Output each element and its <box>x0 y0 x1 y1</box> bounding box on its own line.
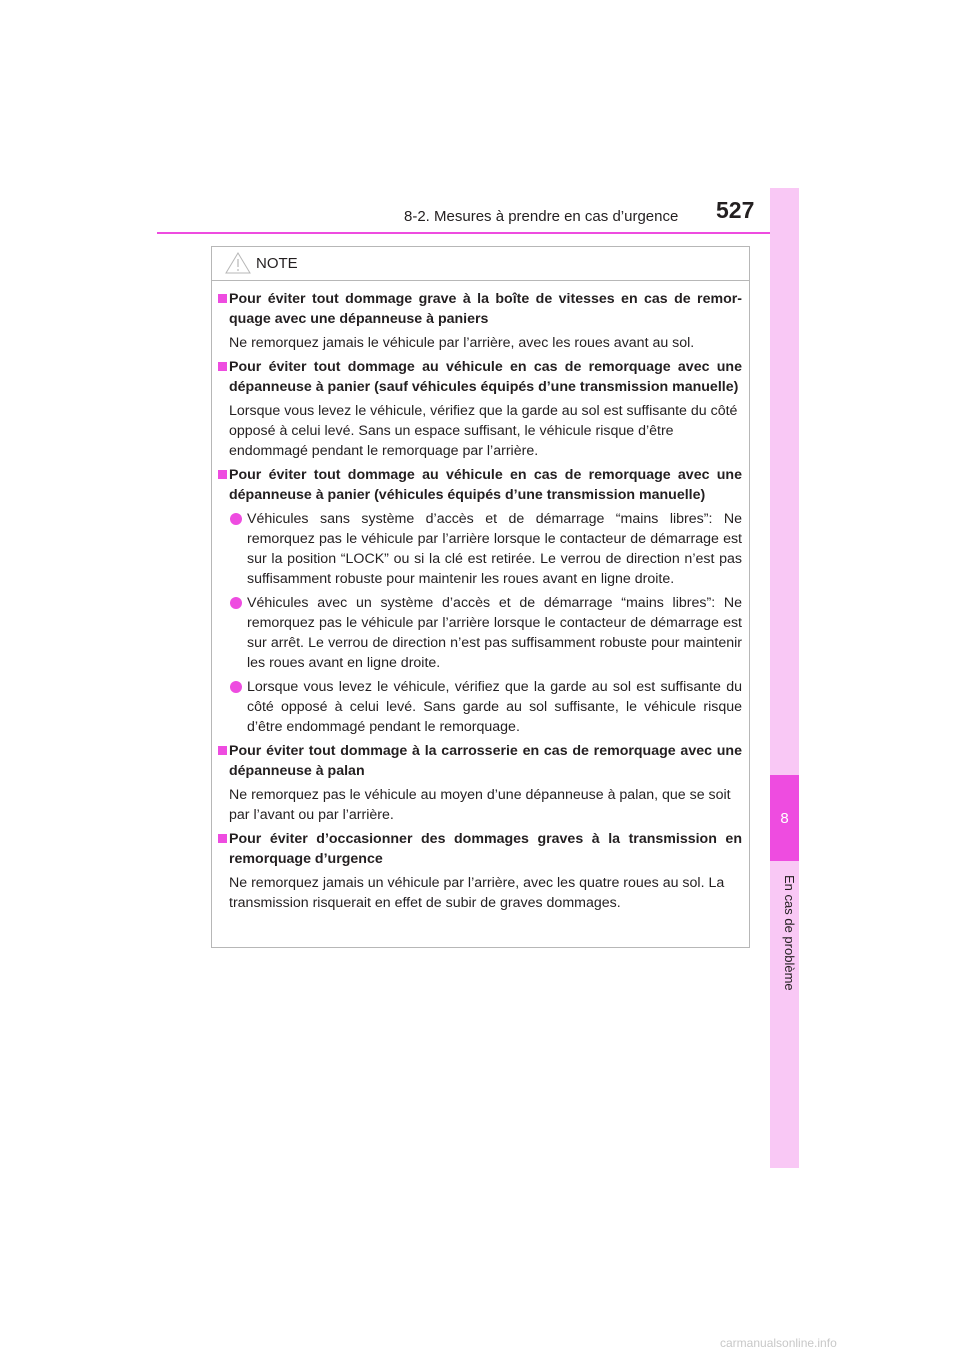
chapter-label: En cas de problème <box>782 875 797 991</box>
note-item <box>218 357 742 461</box>
bullet-item <box>218 509 742 589</box>
header-rule <box>157 232 799 234</box>
item-heading <box>218 741 742 781</box>
note-item <box>218 465 742 737</box>
bullet-text: Lorsque vous levez le véhicule, vérifiez que la garde au sol est suffisante du côté opposé à celui levé. Sans garde au sol suffisante, le véhicule risque d’être endommagé pendant le remorquage. <box>247 679 742 735</box>
square-bullet-icon <box>218 470 227 479</box>
circle-bullet-icon <box>230 681 242 693</box>
item-text: Ne remorquez jamais le véhicule par l’arrière, avec les roues avant au sol. <box>229 335 695 351</box>
note-box <box>211 246 750 948</box>
square-bullet-icon <box>218 294 227 303</box>
square-bullet-icon <box>218 746 227 755</box>
item-heading-text: Pour éviter tout dommage grave à la boîte de vitesses en cas de remorquage avec une dépanneuse à paniers <box>229 291 742 327</box>
item-heading <box>218 465 742 505</box>
item-heading-text: Pour éviter d’occasionner des dommages graves à la transmission en remorquage d’urgence <box>229 831 742 867</box>
item-heading-text: Pour éviter tout dommage au véhicule en cas de remorquage avec une dépanneuse à panier (véhicules équipés d’une transmission manuelle) <box>229 467 742 503</box>
item-heading-text: Pour éviter tout dommage à la carrosserie en cas de remorquage avec une dépanneuse à palan <box>229 743 742 779</box>
item-heading-text: Pour éviter tout dommage au véhicule en cas de remorquage avec une dépanneuse à panier (sauf véhicules équipés d’une transmission manuelle) <box>229 359 742 395</box>
note-header <box>212 247 749 281</box>
square-bullet-icon <box>218 834 227 843</box>
note-item <box>218 289 742 353</box>
circle-bullet-icon <box>230 597 242 609</box>
watermark: carmanualsonline.info <box>720 1336 837 1350</box>
item-heading <box>218 289 742 329</box>
note-body <box>212 281 749 913</box>
item-text: Ne remorquez jamais un véhicule par l’arrière, avec les quatre roues au sol. La transmission risquerait en effet de subir de graves dommages. <box>229 875 725 911</box>
note-item <box>218 741 742 825</box>
note-title: NOTE <box>256 255 298 272</box>
bullet-item <box>218 677 742 737</box>
circle-bullet-icon <box>230 513 242 525</box>
item-heading <box>218 829 742 869</box>
bullet-text: Véhicules avec un système d’accès et de démarrage “mains libres”: Ne remorquez pas le véhicule par l’arrière lorsque le contacteur de démarrage est sur arrêt. Le verrou de direction n’est pas suffisamment robuste pour maintenir les roues avant en ligne droite. <box>247 595 742 671</box>
chapter-number: 8 <box>770 775 799 861</box>
item-text: Lorsque vous levez le véhicule, vérifiez que la garde au sol est suffisante du côté opposé à celui levé. Sans un espace suffisant, le véhicule risque d’être endommagé pendant le remorquage par l’arrière. <box>229 403 738 459</box>
bullet-item <box>218 593 742 673</box>
section-title: 8-2. Mesures à prendre en cas d’urgence <box>404 208 679 225</box>
item-text: Ne remorquez pas le véhicule au moyen d’une dépanneuse à palan, que se soit par l’avant ou par l’arrière. <box>229 787 731 823</box>
item-heading <box>218 357 742 397</box>
page-number: 527 <box>716 197 755 223</box>
bullet-text: Véhicules sans système d’accès et de démarrage “mains libres”: Ne remorquez pas le véhicule par l’arrière lorsque le contacteur de démarrage est sur la position “LOCK” ou si la clé est retirée. Le verrou de direction n’est pas suffisamment robuste pour maintenir les roues avant en ligne droite. <box>247 511 742 587</box>
warning-icon <box>225 252 251 274</box>
note-item <box>218 829 742 913</box>
square-bullet-icon <box>218 362 227 371</box>
